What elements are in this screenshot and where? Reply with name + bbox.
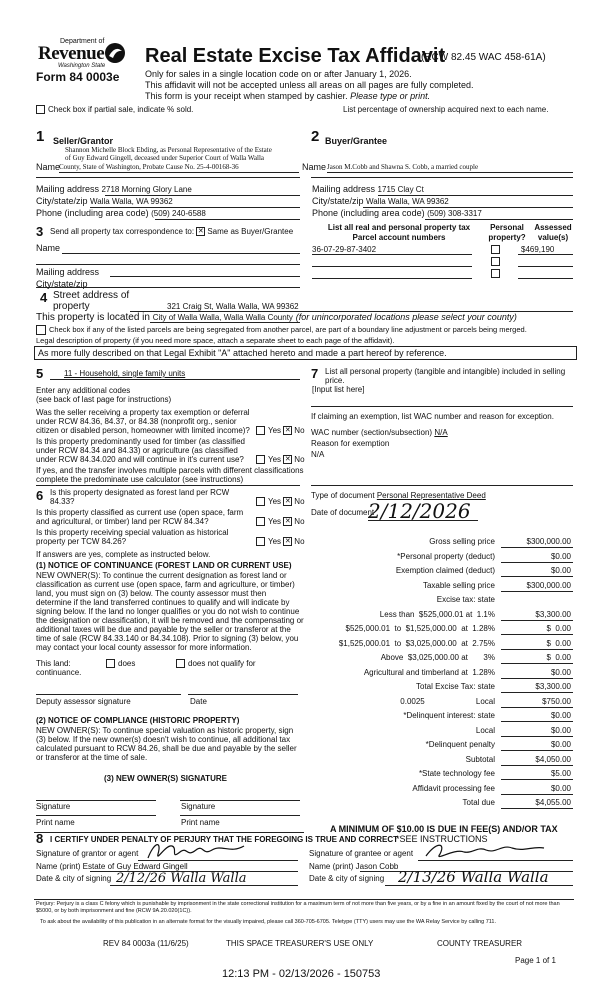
timber-yes-label: Yes bbox=[268, 455, 282, 464]
buyer-phone-label: Phone (including area code) bbox=[312, 208, 425, 218]
tax-row-value[interactable]: $0.00 bbox=[550, 551, 571, 561]
section-7-number: 7 bbox=[311, 366, 319, 381]
exemption-reason-value[interactable]: N/A bbox=[311, 450, 325, 459]
forest-question-a: Is this property designated as forest land per RCW bbox=[50, 488, 230, 497]
tax-row-label: *State technology fee bbox=[418, 769, 495, 778]
parcel-header-1b: Parcel account numbers bbox=[352, 233, 446, 242]
document-type-value[interactable]: Personal Representative Deed bbox=[376, 491, 486, 500]
notice-compliance-line: calculated pursuant to RCW 84.26, shall be due and payable by the seller bbox=[36, 744, 297, 753]
tax-row-label: *Delinquent interest: state bbox=[403, 711, 495, 720]
tax-row-label: Agricultural and timberland at 1.28% bbox=[363, 667, 495, 677]
seller-phone-value[interactable]: (509) 240-6588 bbox=[151, 209, 206, 218]
treasurer-use-label: THIS SPACE TREASURER'S USE ONLY bbox=[226, 939, 374, 948]
sec3-city-label: City/state/zip bbox=[36, 279, 88, 289]
perjury-notice: Perjury: Perjury is a class C felony which is punishable by imprisonment in the state correctional institution for a maximum term of not more than five years, or by a fine in an amount fixed by the court of not more than $5000, or by both imprisonment and fine (RCW 9A.20.020(1C)). bbox=[36, 901, 560, 914]
county-treasurer-label: COUNTY TREASURER bbox=[437, 939, 523, 948]
personal-property-label-b: price. bbox=[325, 376, 345, 385]
sec3-name-label: Name bbox=[36, 243, 61, 253]
grantor-print-name[interactable]: Name (print) Estate of Guy Edward Gingell bbox=[36, 862, 188, 871]
notice-continuance-line: the designation or classification, it will be removed and the compensating or bbox=[36, 616, 304, 625]
tax-row-label: $525,000.01 to $1,525,000.00 at 1.28% bbox=[345, 624, 495, 633]
notice-continuance-text bbox=[36, 571, 304, 652]
tax-row-value[interactable]: $0.00 bbox=[550, 667, 571, 677]
section-2-number: 2 bbox=[311, 128, 320, 145]
tax-row bbox=[311, 579, 573, 594]
seller-address-label: Mailing address bbox=[36, 184, 100, 194]
seller-address-value[interactable]: 2718 Morning Glory Lane bbox=[101, 185, 192, 194]
buyer-city-value[interactable]: Walla Walla, WA 99362 bbox=[366, 197, 449, 206]
tax-row-label: Exemption claimed (deduct) bbox=[395, 566, 495, 575]
tax-row-value[interactable]: $750.00 bbox=[542, 696, 571, 706]
tax-row bbox=[311, 550, 573, 565]
current-use-yes-label: Yes bbox=[268, 517, 282, 526]
buyer-name-label: Name bbox=[302, 162, 327, 172]
owner-print-label-1: Print name bbox=[36, 818, 75, 827]
forest-question-b: 84.33? bbox=[50, 497, 75, 506]
tax-row bbox=[311, 753, 573, 768]
notice-continuance-line: NEW OWNER(S): To continue the current designation as forest land or bbox=[36, 571, 287, 580]
personal-property-checkbox-3[interactable] bbox=[491, 269, 500, 278]
notice-compliance-line: NEW OWNER(S): To continue special valuation as historic property, sign bbox=[36, 726, 294, 735]
historic-no-checkbox[interactable]: ✕ bbox=[284, 538, 291, 546]
section-8-number: 8 bbox=[36, 831, 44, 846]
street-address-value[interactable]: 321 Craig St, Walla Walla, WA 99362 bbox=[167, 302, 299, 311]
tax-row bbox=[311, 651, 573, 666]
tax-row bbox=[311, 796, 573, 811]
recording-stamp: 12:13 PM - 02/13/2026 - 150753 bbox=[222, 968, 381, 980]
timber-no-checkbox[interactable]: ✕ bbox=[284, 456, 291, 464]
exemption-claim-label: If claiming an exemption, list WAC number and reason for exception. bbox=[311, 412, 554, 421]
grantee-date-city[interactable]: 2/13/26 Walla Walla bbox=[398, 868, 549, 886]
wac-number-value[interactable]: N/A bbox=[434, 428, 448, 437]
page-title: Real Estate Excise Tax Affidavit bbox=[145, 45, 446, 67]
same-as-buyer-label: Same as Buyer/Grantee bbox=[207, 227, 294, 236]
tax-row-label: Taxable selling price bbox=[422, 580, 495, 590]
notice-continuance-line: signing below. If the land no longer qualifies or you do not wish to continue bbox=[36, 607, 300, 616]
tax-row-label: Excise tax: state bbox=[436, 595, 495, 604]
tax-row bbox=[311, 724, 573, 739]
segregation-checkbox[interactable] bbox=[36, 325, 46, 335]
buyer-city-label: City/state/zip bbox=[312, 196, 364, 206]
exemption-no-label: No bbox=[294, 426, 305, 435]
personal-property-checkbox-1[interactable] bbox=[491, 245, 500, 254]
this-land-label: This land: bbox=[36, 659, 71, 668]
personal-header: Personal bbox=[490, 223, 524, 232]
does-label: does bbox=[118, 659, 136, 668]
assessed-value[interactable]: $469,190 bbox=[521, 245, 555, 254]
personal-property-checkbox-2[interactable] bbox=[491, 257, 500, 266]
segregation-label: Check box if any of the listed parcels are being segregated from another parcel, are part of a boundary line adjustment or parcels being merged. bbox=[49, 325, 527, 334]
document-date-label: Date of document bbox=[311, 508, 375, 517]
assessed-header: Assessed bbox=[534, 223, 572, 232]
exemption-question-1b: under RCW 84.36, 84.37, or 84.38 (nonprofit org., senior bbox=[36, 417, 237, 426]
notice-continuance-line: determine if the land transferred continues to qualify and will indicate by bbox=[36, 598, 290, 607]
continuance-label: continuance. bbox=[36, 668, 82, 677]
notice-continuance-line: land, you must sign on (3) below. The county assessor must then bbox=[36, 589, 267, 598]
buyer-address-value[interactable]: 1715 Clay Ct bbox=[377, 185, 424, 194]
tax-row-value[interactable]: $300,000.00 bbox=[526, 537, 571, 546]
forest-no-checkbox[interactable]: ✕ bbox=[284, 498, 291, 506]
state-label: Washington State bbox=[58, 63, 106, 69]
tax-calculation-table bbox=[311, 535, 573, 811]
parcel-account-number[interactable]: 36-07-29-87-3402 bbox=[312, 245, 377, 254]
current-use-yes-checkbox[interactable] bbox=[256, 517, 265, 526]
grantee-signature-label: Signature of grantee or agent bbox=[309, 849, 414, 858]
notice-continuance-line: may contact your local county assessor for more information. bbox=[36, 643, 252, 652]
see-instructions: *SEE INSTRUCTIONS bbox=[396, 834, 488, 844]
notice-compliance-heading: (2) NOTICE OF COMPLIANCE (HISTORIC PROPERTY) bbox=[36, 716, 240, 725]
percentage-note: List percentage of ownership acquired next to each name. bbox=[343, 105, 549, 114]
tax-row bbox=[311, 680, 573, 695]
tax-row bbox=[311, 564, 573, 579]
tax-row-label: *Personal property (deduct) bbox=[397, 551, 495, 561]
tax-row-label: 0.0025 Local bbox=[400, 696, 495, 706]
forest-yes-checkbox[interactable] bbox=[256, 497, 265, 506]
tax-row-value[interactable]: $0.00 bbox=[550, 566, 571, 575]
multi-parcel-note-b: complete the predominate use calculator (see instructions) bbox=[36, 475, 244, 484]
document-type-label: Type of document bbox=[311, 491, 375, 500]
tax-row-value[interactable]: $300,000.00 bbox=[526, 580, 571, 590]
tax-row-value[interactable]: $3,300.00 bbox=[535, 609, 571, 619]
timber-no-label: No bbox=[294, 455, 305, 464]
owner-signature-label-2: Signature bbox=[181, 802, 216, 811]
historic-question-b: property per TCW 84.26? bbox=[36, 537, 127, 546]
current-use-no-label: No bbox=[294, 517, 305, 526]
tax-row bbox=[311, 593, 573, 608]
subtitle-3b: Please type or print. bbox=[350, 91, 431, 101]
does-not-qualify-checkbox[interactable] bbox=[176, 659, 185, 668]
notice-continuance-line: additional taxes will be due and payable by the seller or transferor at the bbox=[36, 625, 291, 634]
tax-row bbox=[311, 535, 573, 550]
tax-row-label: $1,525,000.01 to $3,025,000.00 at 2.75% bbox=[338, 638, 495, 648]
located-in-value[interactable]: City of Walla Walla, Walla Walla County bbox=[152, 313, 293, 322]
tax-row bbox=[311, 738, 573, 753]
seller-city-value[interactable]: Walla Walla, WA 99362 bbox=[90, 197, 173, 206]
tax-row-label: Gross selling price bbox=[429, 537, 495, 546]
parcel-header-1: List all real and personal property tax bbox=[327, 223, 471, 232]
new-owner-signature-heading: (3) NEW OWNER(S) SIGNATURE bbox=[104, 774, 227, 783]
tax-row-value[interactable]: $4,055.00 bbox=[535, 798, 571, 807]
certification-text: I CERTIFY UNDER PENALTY OF PERJURY THAT THE FOREGOING IS TRUE AND CORRECT bbox=[50, 835, 399, 844]
section-6-number: 6 bbox=[36, 488, 44, 503]
personal-header-b: property? bbox=[488, 233, 526, 242]
timber-question-c: under RCW 84.34.020 and will continue in it's current use? bbox=[36, 455, 244, 464]
tax-row-value[interactable]: $0.00 bbox=[550, 740, 571, 749]
assessed-header-b: value(s) bbox=[537, 233, 569, 242]
subtitle-2: This affidavit will not be accepted unless all areas on all pages are fully completed. bbox=[145, 80, 474, 90]
forest-yes-label: Yes bbox=[268, 497, 282, 506]
additional-codes-note: (see back of last page for instructions) bbox=[36, 395, 172, 404]
tax-row-value[interactable]: $ 0.00 bbox=[546, 638, 571, 648]
buyer-phone-value[interactable]: (509) 308-3317 bbox=[427, 209, 482, 218]
street-address-label: Street address of bbox=[53, 290, 130, 301]
tax-row-value[interactable]: $0.00 bbox=[550, 725, 571, 735]
does-not-qualify-label: does not qualify for bbox=[188, 659, 256, 668]
same-as-buyer-checkbox[interactable]: ✕ bbox=[197, 228, 204, 236]
timber-yes-checkbox[interactable] bbox=[256, 455, 265, 464]
tax-row bbox=[311, 666, 573, 681]
timber-question-b: under RCW 84.34 and 84.33) or agriculture (as classified bbox=[36, 446, 238, 455]
exemption-question-1a: Was the seller receiving a property tax exemption or deferral bbox=[36, 408, 250, 417]
located-in-note: (for unincorporated locations please select your county) bbox=[295, 312, 517, 322]
deputy-signature-label: Deputy assessor signature bbox=[36, 697, 131, 706]
notice-compliance-text bbox=[36, 726, 297, 762]
tax-row-label: Affidavit processing fee bbox=[412, 783, 495, 793]
tax-row-value[interactable]: $0.00 bbox=[550, 783, 571, 793]
grantee-print-name[interactable]: Name (print) Jason Cobb bbox=[309, 862, 399, 871]
seller-name-line-1: Shannon Michelle Block Ebding, as Personal Representative of the Estate bbox=[65, 146, 272, 154]
seller-phone-label: Phone (including area code) bbox=[36, 208, 149, 218]
grantor-date-label: Date & city of signing bbox=[36, 874, 112, 883]
notice-compliance-line: or transferor at the time of sale. bbox=[36, 753, 148, 762]
additional-codes-label: Enter any additional codes bbox=[36, 386, 131, 395]
form-number: Form 84 0003e bbox=[36, 70, 120, 84]
notice-continuance-line: time of sale (RCW 84.33.140 or 84.34.108). Prior to signing (3) below, you bbox=[36, 634, 299, 643]
tax-row-value[interactable]: $0.00 bbox=[550, 711, 571, 720]
revenue-logo-icon bbox=[104, 42, 126, 64]
multi-parcel-note-a: If yes, and the transfer involves multiple parcels with different classifications bbox=[36, 466, 304, 475]
does-qualify-checkbox[interactable] bbox=[106, 659, 115, 668]
buyer-name-value[interactable]: Jason M.Cobb and Shawna S. Cobb, a married couple bbox=[327, 163, 479, 171]
tax-row-value[interactable]: $ 0.00 bbox=[546, 653, 571, 662]
personal-property-input[interactable]: [Input list here] bbox=[312, 385, 365, 394]
located-in-label: This property is located in bbox=[36, 312, 150, 323]
owner-signature-label-1: Signature bbox=[36, 802, 71, 811]
historic-no-label: No bbox=[294, 537, 305, 546]
page-number: Page 1 of 1 bbox=[515, 956, 556, 965]
subtitle-3: This form is your receipt when stamped by cashier. bbox=[145, 91, 348, 101]
tax-row-value[interactable]: $4,050.00 bbox=[535, 754, 571, 764]
rcw-ref: (RCW 82.45 WAC 458-61A) bbox=[421, 52, 546, 63]
historic-question-a: Is this property receiving special valuation as historical bbox=[36, 528, 229, 537]
partial-sale-checkbox[interactable] bbox=[36, 105, 45, 114]
exemption-reason-label: Reason for exemption bbox=[311, 439, 390, 448]
current-use-question-a: Is this property classified as current use (open space, farm bbox=[36, 508, 244, 517]
tax-row bbox=[311, 695, 573, 710]
tax-row-value[interactable]: $ 0.00 bbox=[546, 624, 571, 633]
land-use-code[interactable]: 11 - Household, single family units bbox=[64, 369, 186, 378]
seller-heading: Seller/Grantor bbox=[53, 136, 114, 146]
section-1-number: 1 bbox=[36, 128, 45, 145]
seller-name-label: Name bbox=[36, 162, 61, 172]
accessibility-notice: To ask about the availability of this publication in an alternate format for the visually impaired, please call 360-705-6705. Teletype (TTY) users may use the WA Relay Service by calling 711. bbox=[40, 919, 497, 925]
tax-row-label: Above $3,025,000.00 at 3% bbox=[380, 653, 495, 662]
legal-description-label: Legal description of property (if you need more space, attach a separate sheet to each page of the affidavit). bbox=[36, 336, 395, 345]
exemption-no-checkbox[interactable]: ✕ bbox=[284, 427, 291, 435]
tax-row bbox=[311, 637, 573, 652]
tax-row bbox=[311, 782, 573, 797]
minimum-fee-notice: A MINIMUM OF $10.00 IS DUE IN FEE(S) AND/OR TAX bbox=[330, 824, 558, 834]
section-3-number: 3 bbox=[36, 224, 44, 239]
seller-city-label: City/state/zip bbox=[36, 196, 88, 206]
send-correspondence-label: Send all property tax correspondence to: bbox=[50, 227, 195, 236]
tax-row-label: Total Excise Tax: state bbox=[416, 682, 495, 691]
notice-compliance-line: (3) below. If the new owner(s) doesn't wish to continue, all additional tax bbox=[36, 735, 291, 744]
seller-name-line-3[interactable]: County, State of Washington, Probate Cause No. 25-4-00168-36 bbox=[59, 163, 239, 171]
tax-row bbox=[311, 767, 573, 782]
grantor-date-city[interactable]: 2/12/26 Walla Walla bbox=[116, 871, 247, 886]
partial-sale-label: Check box if partial sale, indicate % sold. bbox=[48, 105, 194, 114]
tax-row-value[interactable]: $3,300.00 bbox=[535, 682, 571, 691]
tax-row-label: Less than $525,000.01 at 1.1% bbox=[379, 609, 495, 619]
revision-label: REV 84 0003a (11/6/25) bbox=[103, 939, 189, 948]
notice-continuance-line: classification as current use (open space, farm and agriculture, or timber) bbox=[36, 580, 295, 589]
tax-row-label: Subtotal bbox=[465, 754, 495, 764]
tax-row-label: Total due bbox=[462, 798, 495, 807]
exemption-yes-label: Yes bbox=[268, 426, 282, 435]
section-4-number: 4 bbox=[40, 290, 48, 305]
grantor-signature-label: Signature of grantor or agent bbox=[36, 849, 139, 858]
exemption-question-1c: citizen or disabled person, homeowner with limited income)? bbox=[36, 426, 250, 435]
document-date-value[interactable]: 2/12/2026 bbox=[368, 499, 471, 523]
forest-no-label: No bbox=[294, 497, 305, 506]
current-use-question-b: and agricultural, or timber) land per RCW 84.34? bbox=[36, 517, 209, 526]
property-label: property bbox=[53, 301, 90, 312]
tax-row-label: *Delinquent penalty bbox=[425, 740, 495, 749]
current-use-no-checkbox[interactable]: ✕ bbox=[284, 518, 291, 526]
personal-property-label-a: List all personal property (tangible and intangible) included in selling bbox=[325, 367, 566, 376]
tax-row-label: Local bbox=[475, 725, 495, 735]
buyer-heading: Buyer/Grantee bbox=[325, 136, 388, 146]
tax-row bbox=[311, 709, 573, 724]
notice-continuance-heading: (1) NOTICE OF CONTINUANCE (FOREST LAND OR CURRENT USE) bbox=[36, 561, 292, 570]
tax-row bbox=[311, 622, 573, 637]
if-yes-note: If answers are yes, complete as instructed below. bbox=[36, 550, 211, 559]
tax-row bbox=[311, 608, 573, 623]
legal-description-box[interactable]: As more fully described on that Legal Exhibit "A" attached hereto and made a part hereof by reference. bbox=[34, 346, 577, 360]
historic-yes-label: Yes bbox=[268, 537, 282, 546]
wac-number-label: WAC number (section/subsection) bbox=[311, 428, 433, 437]
subtitle-1: Only for sales in a single location code on or after January 1, 2026. bbox=[145, 69, 412, 79]
section-5-number: 5 bbox=[36, 366, 44, 381]
exemption-yes-checkbox[interactable] bbox=[256, 426, 265, 435]
revenue-logo-text: Revenue bbox=[38, 43, 105, 64]
owner-print-label-2: Print name bbox=[181, 818, 220, 827]
deputy-date-label: Date bbox=[190, 697, 207, 706]
grantee-date-label: Date & city of signing bbox=[309, 874, 385, 883]
timber-question-a: Is this property predominantly used for timber (as classified bbox=[36, 437, 245, 446]
historic-yes-checkbox[interactable] bbox=[256, 537, 265, 546]
seller-name-line-2: of Guy Edward Gingell, deceased under Superior Court of Walla Walla bbox=[65, 154, 265, 162]
buyer-address-label: Mailing address bbox=[312, 184, 376, 194]
sec3-address-label: Mailing address bbox=[36, 267, 100, 277]
tax-row-value[interactable]: $5.00 bbox=[550, 769, 571, 778]
dept-label: Department of bbox=[60, 38, 105, 45]
